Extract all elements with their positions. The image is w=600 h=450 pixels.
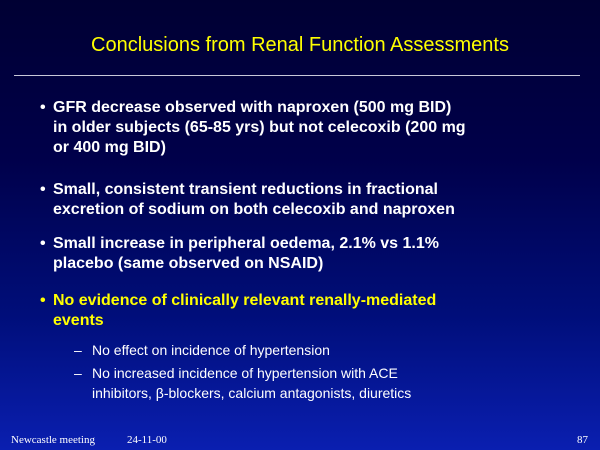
footer-page-number: 87 [577,434,588,446]
bullet-line: in older subjects (65-85 yrs) but not celecoxib (200 mg [53,119,466,136]
subbullet-hypertension-comedication [74,363,584,403]
bullet-line: Small, consistent transient reductions in fractional [53,181,438,198]
bullet-line: excretion of sodium on both celecoxib and naproxen [53,201,455,218]
title-divider [14,75,580,76]
bullet-line: Small increase in peripheral oedema, 2.1% vs 1.1% [53,235,439,252]
dash-mark: – [74,342,82,358]
subbullet-line: inhibitors, β-blockers, calcium antagonists, diuretics [92,385,412,401]
footer-date: 24-11-00 [127,434,167,446]
subbullet-line: No effect on incidence of hypertension [92,342,330,358]
bullet-line: events [53,312,104,329]
footer-meeting: Newcastle meeting [11,434,95,446]
bullet-line: or 400 mg BID) [53,139,166,156]
bullet-mark: • [40,235,46,252]
bullet-gfr-decrease [40,98,580,158]
dash-mark: – [74,365,82,381]
bullet-mark: • [40,99,46,116]
bullet-line: No evidence of clinically relevant renally-mediated [53,292,437,309]
subbullet-line: No increased incidence of hypertension with ACE [92,365,398,381]
subbullet-hypertension-effect [74,340,584,360]
bullet-line: GFR decrease observed with naproxen (500 mg BID) [53,99,452,116]
bullet-line: placebo (same observed on NSAID) [53,255,324,272]
slide-title: Conclusions from Renal Function Assessments [91,34,509,56]
bullet-mark: • [40,292,46,309]
bullet-sodium-excretion [40,180,580,220]
bullet-no-renal-events [40,291,580,331]
bullet-peripheral-oedema [40,234,580,274]
bullet-mark: • [40,181,46,198]
